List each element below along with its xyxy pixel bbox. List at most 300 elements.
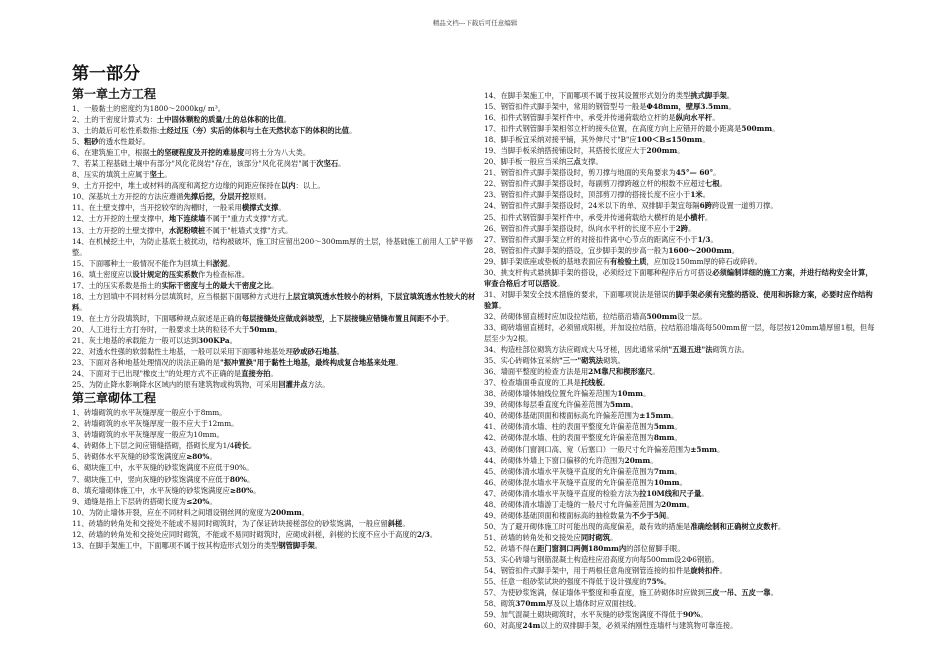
- question-text: 。: [274, 324, 283, 334]
- question-text: 。: [716, 444, 725, 454]
- question-item: [72, 440, 477, 451]
- answer-text: 有检验土质: [610, 256, 647, 266]
- answer-text: 同时砌筑: [580, 532, 611, 542]
- question-item: [72, 191, 477, 202]
- question-text: 12、土方开挖的土壁支撑中，: [72, 214, 169, 224]
- question-item: [72, 451, 477, 462]
- question-item: [484, 200, 880, 211]
- answer-text: ≥80%: [229, 485, 254, 495]
- question-item: [72, 474, 477, 485]
- answer-text: 1600～2000mm: [668, 245, 732, 255]
- answer-text: 旋转扣件: [690, 566, 720, 576]
- question-text: 11、砖墙的转角处和交接处不能或不易同时砌筑时，为了保证砖块接槎部位的砂浆饱满，一般应留: [72, 518, 388, 528]
- answer-text: 200mm: [271, 507, 302, 517]
- question-item: [72, 291, 477, 313]
- answer-text: 8mm: [653, 433, 675, 443]
- question-text: 9、土方开挖中，堆土或材料的高度和离挖方边缘的间距应保持在: [72, 181, 281, 191]
- question-text: 。: [702, 135, 710, 145]
- question-item: [72, 225, 477, 236]
- question-text: 48、砖砌体清水墙游丁走缝的一般尺寸允许偏差范围为: [484, 499, 662, 509]
- answer-text: 回灌井点: [278, 380, 308, 390]
- question-text: 。: [770, 588, 778, 598]
- question-text: 厚及以上墙体时应双面挂线。: [545, 599, 641, 609]
- question-item: [72, 529, 477, 540]
- question-text: 。: [679, 477, 687, 487]
- answer-text: 纵向水平杆: [675, 113, 713, 123]
- question-item: [72, 114, 477, 125]
- question-item: [484, 189, 880, 200]
- question-text: 。: [336, 347, 344, 357]
- answer-text: ≤20%: [186, 496, 210, 506]
- question-item: [484, 532, 880, 543]
- question-item: [484, 488, 880, 499]
- answer-text: 200mm: [646, 146, 678, 156]
- question-item: [72, 125, 477, 136]
- question-item: [72, 280, 477, 291]
- question-text: 可将土分为八大类。: [244, 148, 311, 158]
- left-column: [72, 64, 477, 551]
- answer-text: 以内: [280, 181, 296, 191]
- answer-text: 5mm: [653, 422, 675, 432]
- question-text: 50、为了避开砌体施工时可能出现的高度偏差，最有效的措施是: [484, 521, 691, 531]
- question-item: [72, 103, 477, 114]
- answer-text: 准确绘制和正确树立皮数杆: [690, 521, 778, 531]
- question-text: 23、钢管扣件式脚手架搭设时，顶部剪刀撑的搭接长度不应小于: [484, 190, 691, 200]
- question-text: 。: [710, 234, 718, 244]
- answer-text: 不少于5间: [631, 510, 667, 520]
- question-text: 52、砖墙不得在: [484, 543, 538, 553]
- question-text: 原则。: [249, 192, 272, 202]
- question-item: [72, 429, 477, 440]
- question-text: 59、加气混凝土砌块砌筑时，水平灰缝的砂浆饱满度不得低于: [484, 610, 684, 620]
- question-text: 3、砖墙砌筑的水平灰缝厚度一般应为10mm。: [72, 430, 224, 440]
- question-text: 22、钢管扣件式脚手架搭设时，每副剪刀撑跨越立杆的根数不应超过: [484, 179, 705, 189]
- answer-text: 淤泥: [212, 258, 228, 268]
- question-item: [484, 377, 880, 388]
- question-text: 5、: [72, 137, 84, 147]
- question-text: 34、构造柱部位砌筑方法应砌成大马牙槎，因此通常采纳: [484, 345, 669, 355]
- question-text: 45、砖砌体清水墙水平灰缝平直度的允许偏差范围为: [484, 466, 654, 476]
- answer-text: 20mm: [624, 455, 651, 465]
- question-item: [484, 355, 880, 366]
- question-text: 设一层。: [677, 311, 707, 321]
- answer-text: 砖长: [234, 441, 249, 451]
- question-text: 29、脚手架底座或垫板的基地表面应有: [484, 256, 611, 266]
- question-item: [484, 101, 880, 112]
- question-text: 。: [652, 367, 660, 377]
- question-text: 。: [164, 170, 172, 180]
- question-item: [484, 123, 880, 134]
- question-text: 。: [713, 168, 721, 178]
- question-text: 。: [209, 496, 217, 506]
- chapter-3-title: 第三章砌体工程: [72, 391, 157, 406]
- answer-text: Φ48mm，壁厚3.5mm: [646, 102, 729, 112]
- question-text: 40、砖砌体基础顶面和楼面标高允许偏差范围为: [484, 411, 640, 421]
- question-item: [72, 418, 477, 429]
- question-item: [72, 147, 477, 158]
- question-text: 22、对透水性强的软弱黏性土地基，一般可以采用下面哪种地基处理: [72, 347, 293, 357]
- question-text: ：以上。: [295, 181, 325, 191]
- question-text: 9、通缝是指上下层砖的搭砌长度为: [72, 496, 187, 506]
- answer-text: 直接夯拍: [241, 369, 271, 379]
- question-text: 。: [248, 441, 257, 451]
- question-item: [72, 180, 477, 191]
- question-item: [72, 136, 477, 147]
- question-text: 23、下面对各种地基处理情况的说法正确的是: [72, 358, 220, 368]
- question-text: 3、土的最后可松性系数指:: [72, 126, 160, 136]
- question-text: 的透水性最好。: [98, 137, 150, 147]
- question-item: [484, 587, 880, 598]
- question-item: [72, 202, 477, 213]
- question-text: 39、砖砌体每层垂直度允许偏差范围为: [484, 400, 611, 410]
- question-text: 57、为使砂浆饱满，保证墙体平整度和垂直度，施工砖砌体时应做到: [484, 588, 705, 598]
- question-item: [72, 169, 477, 180]
- right-list: [484, 90, 880, 631]
- question-item: [484, 477, 880, 488]
- question-text: 20、人工进行土方打夯时，一般要求土块的粒径不大于: [72, 324, 250, 334]
- question-item: [484, 234, 880, 245]
- question-item: [72, 507, 477, 518]
- question-item: [484, 620, 880, 631]
- question-text: 。: [338, 159, 346, 169]
- question-text: 30、挑支杆构式悬挑脚手架的搭设，必须经过下面哪种程序后方可搭设: [484, 267, 713, 277]
- question-item: [72, 540, 477, 551]
- answer-text: 土经过压（夯）实后的体积与土在天然状态下的体积的比值: [159, 126, 350, 136]
- question-text: 20、脚手板一般应当采纳: [484, 157, 567, 167]
- question-item: [484, 267, 880, 289]
- question-text: 55、任意一组砂浆试块的强度不得低于设计强度的: [484, 577, 647, 587]
- question-text: 。: [670, 411, 679, 421]
- answer-text: 20mm: [661, 499, 687, 509]
- question-item: [484, 156, 880, 167]
- question-text: 17、土的压实系数是指土的: [72, 280, 162, 290]
- question-text: 32、砖砌体留直槎时应加设拉结筋，拉结筋沿墙高: [484, 311, 647, 321]
- question-item: [72, 346, 477, 357]
- question-text: 4、砖砌体上下层之间应错缝搭砌，搭砌长度为1/4: [72, 441, 235, 451]
- question-text: 。: [246, 474, 255, 484]
- question-text: 8、压实的填筑土应属于: [72, 170, 150, 180]
- question-item: [72, 379, 477, 390]
- answer-text: 钢管脚手架: [278, 540, 315, 550]
- answer-text: ≥80%: [186, 452, 210, 462]
- answer-text: ±15mm: [639, 411, 671, 421]
- question-text: 27、钢管扣件式脚手架立杆的对接扣件离中心节点的距离应不小于: [484, 234, 698, 244]
- question-item: [72, 236, 477, 258]
- answer-text: 先撑后挖，分层开挖: [183, 192, 250, 202]
- question-text: 21、钢管扣件式脚手架搭设时，剪刀撑与地面的夹角要求为: [484, 168, 676, 178]
- question-item: [484, 223, 880, 234]
- question-text: 37、检查墙面垂直度的工具是: [484, 378, 581, 388]
- question-text: 1、砖墙砌筑的水平灰缝厚度一般应小于8mm。: [72, 408, 227, 418]
- question-item: [484, 212, 880, 223]
- question-text: 。: [270, 369, 278, 379]
- question-text: 8、填充墙砌体施工中，水平灰缝的砂浆饱满度应: [72, 485, 230, 495]
- question-item: [484, 466, 880, 477]
- question-text: 13、土方开挖的土壁支撑中，: [72, 225, 169, 235]
- answer-text: 必须编制详细的施工方案，并进行结构安全计算，审查合格后才可以搭设: [484, 267, 873, 288]
- question-item: [72, 496, 477, 507]
- answer-text: 粗砂: [83, 137, 99, 147]
- question-item: [484, 421, 880, 432]
- question-text: 7、砌块施工中，竖向灰缝的砂浆饱满度不应低于: [72, 474, 230, 484]
- question-text: 60、对高度: [484, 621, 523, 631]
- question-text: 46、砖砌体混水墙水平灰缝平直度的允许偏差范围为: [484, 477, 654, 487]
- question-item: [484, 521, 880, 532]
- question-item: [72, 407, 477, 418]
- question-text: 53、实心砖墙与钢筋混凝土构造柱应沿高度方向每500mm设2Φ6钢筋。: [484, 554, 719, 564]
- question-text: 不属于"重力式支撑"方式。: [205, 214, 293, 224]
- answer-text: 90%: [683, 610, 701, 620]
- question-text: 。: [719, 179, 727, 189]
- chapter-1-list: [72, 103, 477, 390]
- question-text: 作为检查标准。: [198, 269, 250, 279]
- question-item: [72, 313, 477, 324]
- answer-text: 10mm: [653, 477, 680, 487]
- question-item: [72, 324, 477, 335]
- answer-text: 小横杆: [683, 212, 705, 222]
- answer-text: 坚土: [149, 170, 165, 180]
- question-text: 16、扣件式钢管脚手架杆件中，承受并传递荷载给立杆的是: [484, 113, 676, 123]
- question-text: 砌筑。: [603, 356, 625, 366]
- answer-text: "五退五进"法: [668, 345, 713, 355]
- question-text: 11、在土壁支撑中，当开挖较窄的沟槽时，一般采用: [72, 203, 242, 213]
- question-text: 。: [731, 245, 740, 255]
- question-text: 13、在脚手架施工中，下面哪项不属于按其构造形式划分的类型: [72, 540, 279, 550]
- question-text: 33、砌砖墙留直槎时，必须留成阳槎，并加设拉结筋，拉结筋沿墙高每500mm留一层，每层按120mm墙厚留1根，但每层至少为2根。: [484, 322, 875, 344]
- answer-text: 10mm: [617, 389, 643, 399]
- question-text: 。: [777, 521, 786, 531]
- question-text: 47、砖砌体清水墙水平灰缝平直度的检验方法为: [484, 488, 640, 498]
- question-item: [72, 357, 477, 368]
- question-text: 。: [712, 113, 720, 123]
- question-text: 。: [314, 540, 323, 550]
- question-text: 17、扣件式钢管脚手架相邻立杆的接头位置，在高度方向上应错开的最小距离是: [484, 124, 742, 134]
- answer-text: 次坚石: [316, 159, 339, 169]
- question-text: 25、扣件式钢管脚手架杆件中，承受并传递荷载给大横杆的是: [484, 212, 684, 222]
- question-text: 31、对脚手架安全技术措施的要求，下面哪项说法是错误的: [484, 289, 676, 299]
- answer-text: 2/3: [416, 529, 430, 539]
- question-item: [484, 322, 880, 344]
- answer-text: "振冲置换"用于黏性土地基，最终构成复合地基来处理: [219, 358, 396, 368]
- question-text: 。: [395, 358, 403, 368]
- answer-text: "三一"砌筑法: [558, 356, 604, 366]
- question-text: 。: [556, 278, 565, 288]
- chapter-3-list: [72, 407, 477, 551]
- question-text: 19、在土方分段填筑时，下面哪种规点叙述是正确的: [72, 313, 242, 323]
- question-text: 7、若某工程基础土壤中有部分"风化花岗岩"存在，该部分"风化花岗岩"属于: [72, 159, 317, 169]
- answer-text: 80%: [229, 474, 247, 484]
- question-text: 1、一般黏土的密度约为1800～2000kg/ m³。: [72, 104, 226, 113]
- question-text: 。: [642, 389, 651, 399]
- question-item: [72, 158, 477, 169]
- question-text: 。: [674, 422, 682, 432]
- question-text: 18、脚手板宜采纳对接平铺，其外伸尺寸"B"应: [484, 135, 637, 145]
- question-text: 2、砖墙砌筑的水平灰缝厚度一般不应大于12mm。: [72, 419, 239, 429]
- question-text: 。: [674, 466, 682, 476]
- answer-text: 100＜B≤150mm: [636, 135, 703, 145]
- question-item: [484, 499, 880, 510]
- answer-text: 2M靠尺和楔形塞尺: [588, 367, 653, 377]
- answer-text: 5mm: [610, 400, 631, 410]
- question-text: 的部位留脚手眼。: [626, 543, 685, 553]
- question-text: 方法。: [307, 380, 330, 390]
- question-item: [484, 344, 880, 355]
- question-text: 15、钢管扣件式脚手架中，常用的钢管型号一般是: [484, 102, 647, 112]
- answer-text: 24m: [522, 621, 541, 631]
- question-text: 19、当脚手板采纳搭接铺设时，其搭接长度应大于: [484, 146, 647, 156]
- question-text: 14、在脚手架施工中，下面哪项不属于按其设置形式划分的类型: [484, 91, 691, 100]
- question-text: 。: [674, 433, 682, 443]
- question-text: 。: [719, 566, 727, 576]
- question-item: [484, 510, 880, 521]
- answer-text: 370mm: [515, 599, 546, 609]
- question-text: 。: [498, 300, 506, 310]
- question-item: [72, 269, 477, 280]
- question-text: 41、砖砌体清水墙、柱的表面平整度允许偏差范围为: [484, 422, 654, 432]
- question-text: 42、砖砌体混水墙、柱的表面平整度允许偏差范围为: [484, 433, 654, 443]
- question-item: [72, 462, 477, 473]
- question-text: 21、灰土地基的承载能力一般可以达到: [72, 335, 199, 345]
- answer-text: 50mm: [249, 324, 275, 334]
- question-item: [484, 410, 880, 421]
- question-text: 。: [229, 335, 237, 345]
- question-text: 。: [726, 91, 735, 100]
- question-text: 不属于"桩墙式支撑"方式。: [205, 225, 293, 235]
- question-item: [484, 565, 880, 576]
- question-item: [72, 258, 477, 269]
- question-item: [484, 167, 880, 178]
- answer-text: 横撑式支撑: [241, 203, 279, 213]
- page-header: 精品文档---下载后可任意编辑: [432, 19, 518, 27]
- answer-text: 500mm: [646, 311, 678, 321]
- question-text: 。: [700, 610, 708, 620]
- question-item: [484, 366, 880, 377]
- answer-text: 挑式脚手架: [690, 91, 727, 100]
- question-text: 6、在建筑施工中，根据: [72, 148, 150, 158]
- chapter-1-title: 第一章土方工程: [72, 87, 157, 101]
- question-text: 。: [650, 455, 658, 465]
- answer-text: 1米: [690, 190, 703, 200]
- question-text: 10、深基坑土方开挖的方法应遵循: [72, 192, 184, 202]
- answer-text: 距门窗洞口两侧180mm内: [537, 543, 627, 553]
- answer-text: 土的坚硬程度及开挖的难易度: [149, 148, 245, 158]
- question-item: [484, 256, 880, 267]
- answer-text: 75%: [646, 577, 664, 587]
- question-item: [484, 399, 880, 410]
- question-text: 16、填土密度应以: [72, 269, 133, 279]
- answer-text: 1/3: [697, 234, 711, 244]
- question-text: 51、砖墙的转角处和交接处应: [484, 532, 581, 542]
- question-text: 35、实心砖砌体宜采纳: [484, 356, 559, 366]
- question-text: 38、砖砌体墙体轴线位置允许偏差范围为: [484, 389, 618, 399]
- question-text: 43、砖砌体门窗洞口高、宽（后塞口）一般尺寸允许偏差范围为: [484, 444, 691, 454]
- right-column: [484, 90, 880, 631]
- question-text: 58、砌筑: [484, 599, 516, 609]
- question-text: 。: [701, 488, 709, 498]
- question-text: 5、砖砌体水平灰缝的砂浆饱满度应: [72, 452, 187, 462]
- question-item: [484, 455, 880, 466]
- question-text: 。: [278, 203, 286, 213]
- question-text: 15、下面哪种土一般情况不能作为回填土料: [72, 258, 213, 268]
- answer-text: 七根: [704, 179, 720, 189]
- question-text: 。: [79, 302, 87, 312]
- question-text: 28、钢管扣件式脚手架的搭设，宜步脚手架的步高一般为: [484, 245, 669, 255]
- question-item: [72, 518, 477, 529]
- question-item: [484, 134, 880, 145]
- question-item: [484, 289, 880, 311]
- question-text: 24、下面对于已出现"橡皮土"的处理方式不正确的是: [72, 369, 242, 379]
- question-item: [484, 90, 880, 101]
- question-item: [484, 554, 880, 565]
- question-text: 。: [704, 212, 713, 222]
- question-item: [484, 543, 880, 554]
- question-item: [72, 368, 477, 379]
- question-text: 14、在机械挖土中，为防止基底土被扰动，结构被破坏，施工时应留出200～300mm厚的土层，待基础施工前用人工铲平修整。: [72, 236, 474, 257]
- question-item: [72, 213, 477, 224]
- answer-text: 45°— 60°: [675, 168, 714, 178]
- question-text: 。: [688, 223, 696, 233]
- answer-text: 设计规定的压实系数: [132, 269, 199, 279]
- question-text: 10、为防止墙体开裂，应在不同材料之间增设钢丝网的宽度为: [72, 507, 272, 517]
- answer-text: 三皮一吊、五皮一靠: [704, 588, 771, 598]
- question-text: 44、砖砌体外墙上下窗口偏移的允许范围为: [484, 455, 625, 465]
- question-text: 。: [429, 529, 438, 539]
- answer-text: 2跨: [675, 223, 689, 233]
- question-text: 36、墙面平整度的检查方法是用: [484, 367, 589, 377]
- question-item: [484, 432, 880, 443]
- question-text: 26、钢管扣件式脚手架搭设时，纵向水平杆的长度不应小于: [484, 223, 676, 233]
- question-text: 。: [349, 126, 357, 136]
- question-text: 54、钢管扣件式脚手架中，用于两根任意角度钢管连接的扣件是: [484, 566, 691, 576]
- question-text: 6、砌块施工中，水平灰缝的砂浆饱满度不应低于90%。: [72, 463, 254, 473]
- question-text: 。: [610, 532, 618, 542]
- question-item: [484, 112, 880, 123]
- question-text: 。: [666, 510, 674, 520]
- answer-text: 脚手架必须有完整的搭设、使用和拆除方案，必要时应作结构验算: [484, 289, 873, 310]
- question-text: 。: [663, 577, 671, 587]
- question-text: 跨设置一道剪刀撑。: [711, 201, 778, 211]
- question-text: 。: [686, 499, 695, 509]
- question-text: 。: [702, 190, 710, 200]
- question-item: [484, 388, 880, 399]
- answer-text: 实际干密度与土的最大干密度之比: [161, 280, 272, 290]
- answer-text: 每层接缝处应做成斜坡型，上下层接缝应错缝布置且间距不小于: [241, 313, 447, 323]
- answer-text: ±5mm: [690, 444, 717, 454]
- answer-text: 土中固体颗粒的质量/土的总体积的比值: [156, 115, 284, 125]
- question-item: [484, 598, 880, 609]
- answer-text: 斜槎: [387, 518, 403, 528]
- part-title: 第一部分: [72, 64, 140, 84]
- question-text: 。: [209, 452, 217, 462]
- question-item: [484, 245, 880, 256]
- question-item: [484, 145, 880, 156]
- question-text: 砌筑方法。: [712, 345, 749, 355]
- question-text: 24、钢管扣件式脚手架搭设时，24米以下的单、双排脚手架宜每隔: [484, 201, 700, 211]
- question-item: [484, 311, 880, 322]
- question-item: [72, 335, 477, 346]
- question-item: [484, 178, 880, 189]
- answer-text: 6跨: [699, 201, 712, 211]
- question-text: 。: [227, 258, 235, 268]
- answer-text: 水泥粉喷桩: [168, 225, 206, 235]
- question-text: 2、土的干密度计算式为：: [72, 115, 157, 125]
- answer-text: 上层宜填筑透水性较小的材料，下层宜填筑透水性较大的材料: [72, 291, 476, 312]
- question-text: 以上的双排脚手架，必须采纳刚性连墙杆与建筑物可靠连接。: [540, 621, 738, 631]
- question-text: 支撑。: [580, 157, 603, 167]
- question-text: 。: [602, 378, 611, 388]
- question-text: 。: [677, 146, 685, 156]
- question-text: 。: [630, 400, 638, 410]
